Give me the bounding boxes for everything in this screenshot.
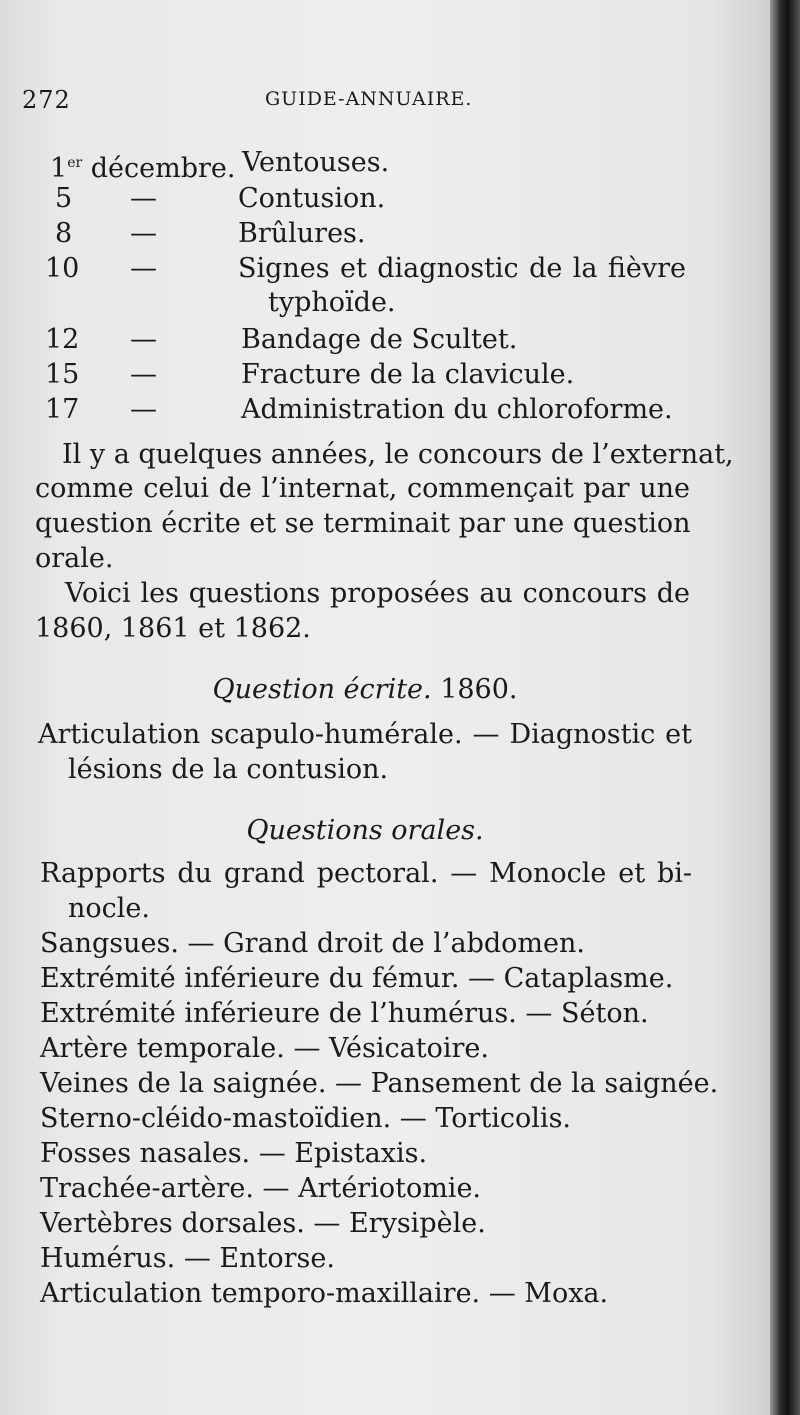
schedule-date: 5 — [55, 183, 73, 214]
running-header — [22, 86, 722, 120]
section-heading-written — [0, 673, 730, 707]
oral-question-line: Humérus. — Entorse. — [40, 1243, 335, 1274]
body-line: Il y a quelques années, le concours de l’externat, — [62, 439, 734, 470]
schedule-topic-continued: typhoïde. — [268, 287, 396, 318]
schedule-topic: Ventouses. — [242, 147, 390, 178]
written-question-line: Articulation scapulo-humérale. — Diagnostic et — [38, 719, 692, 750]
body-line: comme celui de l’internat, commençait par une — [35, 473, 690, 504]
oral-question-line: Sterno-cléido-mastoïdien. — Torticolis. — [40, 1103, 572, 1134]
oral-question-line: Artère temporale. — Vésicatoire. — [40, 1033, 489, 1064]
schedule-topic: Signes et diagnostic de la fièvre — [238, 253, 686, 284]
section-title: Question écrite. — [212, 674, 432, 705]
body-line: question écrite et se terminait par une question — [35, 508, 691, 539]
ditto-dash: — — [130, 253, 157, 284]
schedule-topic: Contusion. — [238, 183, 386, 214]
running-title: GUIDE-ANNUAIRE. — [265, 88, 473, 110]
schedule-topic: Administration du chloroforme. — [241, 394, 673, 425]
oral-question-line: Extrémité inférieure de l’humérus. — Séton. — [40, 998, 649, 1029]
ditto-dash: — — [130, 324, 157, 355]
body-line: Voici les questions proposées au concours de — [65, 578, 690, 609]
section-heading-oral: Questions orales. — [246, 815, 484, 846]
oral-question-line: Trachée-artère. — Artériotomie. — [40, 1173, 482, 1204]
schedule-date: 10 — [45, 253, 80, 284]
schedule-date: 8 — [55, 218, 73, 249]
schedule-date: 15 — [45, 359, 80, 390]
oral-question-line: Fosses nasales. — Epistaxis. — [40, 1138, 428, 1169]
body-line: orale. — [35, 543, 114, 574]
oral-question-line: Sangsues. — Grand droit de l’abdomen. — [40, 928, 585, 959]
oral-question-line: Veines de la saignée. — Pansement de la saignée. — [40, 1068, 719, 1099]
ditto-dash: — — [130, 218, 157, 249]
ditto-dash: — — [130, 359, 157, 390]
schedule-date: 17 — [45, 394, 80, 425]
section-year: 1860. — [440, 674, 518, 705]
ditto-dash: — — [130, 183, 157, 214]
oral-question-line: Articulation temporo-maxillaire. — Moxa. — [40, 1278, 609, 1309]
schedule-date: 1er décembre. — [50, 153, 236, 184]
body-line: 1860, 1861 et 1862. — [35, 613, 311, 644]
schedule-topic: Brûlures. — [238, 218, 366, 249]
oral-question-line: Vertèbres dorsales. — Erysipèle. — [40, 1208, 486, 1239]
schedule-topic: Fracture de la clavicule. — [241, 359, 575, 390]
ditto-dash: — — [130, 394, 157, 425]
book-spine-edge — [770, 0, 800, 1415]
schedule-date: 12 — [45, 324, 80, 355]
oral-question-line: Rapports du grand pectoral. — Monocle et bi- — [40, 858, 692, 889]
schedule-topic: Bandage de Scultet. — [241, 324, 518, 355]
written-question-line: lésions de la contusion. — [68, 754, 389, 785]
page-number: 272 — [22, 86, 71, 114]
oral-question-line: nocle. — [68, 893, 150, 924]
oral-question-line: Extrémité inférieure du fémur. — Cataplasme. — [40, 963, 674, 994]
